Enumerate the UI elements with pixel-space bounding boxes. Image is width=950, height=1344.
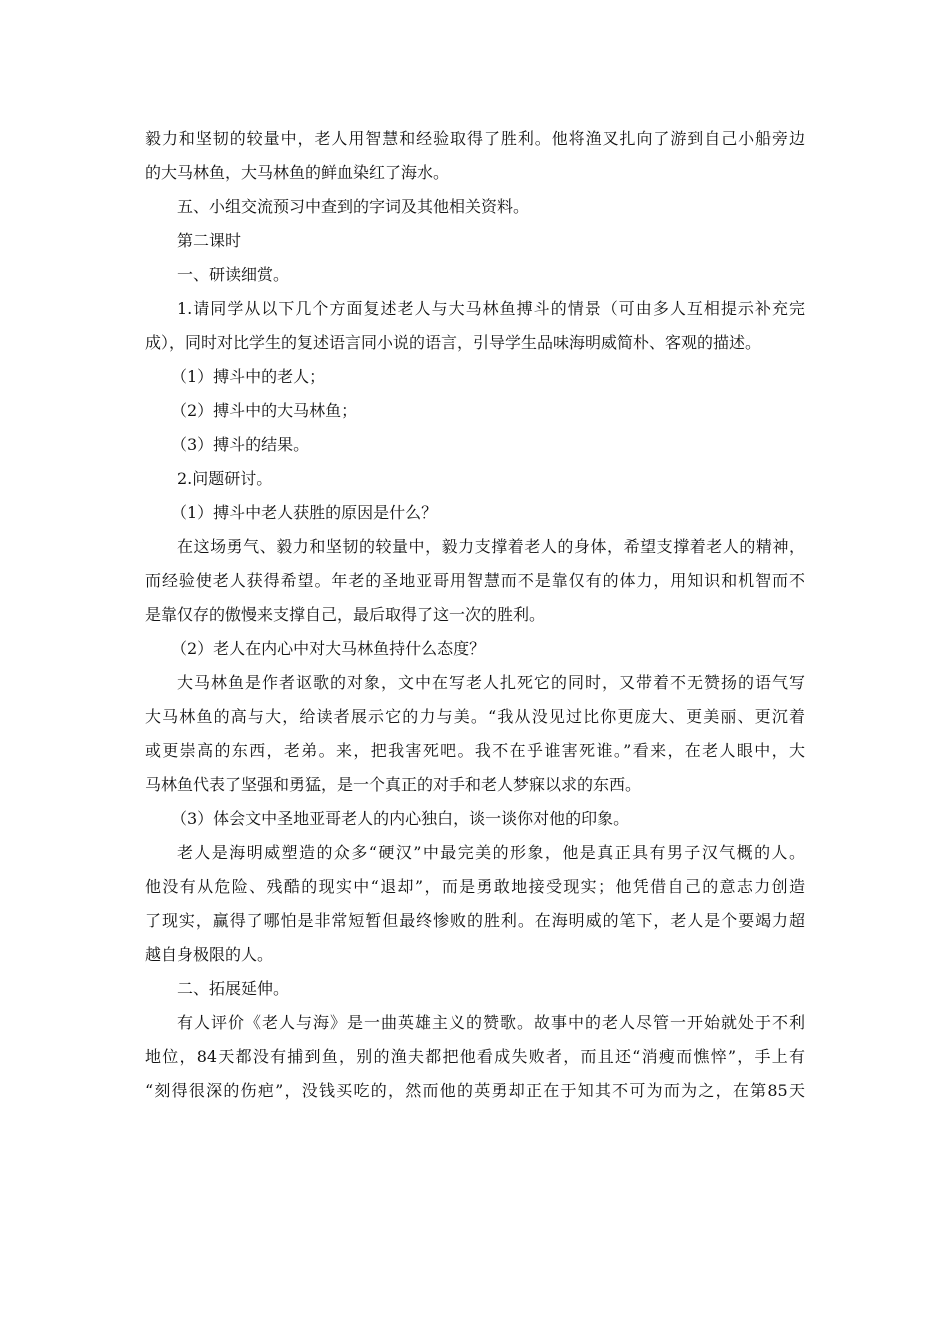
lesson-title: 第二课时 [177, 231, 242, 250]
paragraph-line: 在这场勇气、毅力和坚韧的较量中，毅力支撑着老人的身体，希望支撑着老人的精神， [177, 537, 805, 556]
paragraph-line: 的大马林鱼，大马林鱼的鲜血染红了海水。 [145, 163, 450, 182]
sub-question: （3）体会文中圣地亚哥老人的内心独白，谈一谈你对他的印象。 [171, 809, 630, 828]
paragraph-line: 是靠仅存的傲慢来支撑自己，最后取得了这一次的胜利。 [145, 605, 546, 624]
document-body [145, 122, 805, 1108]
question-1-line: 1.请同学从以下几个方面复述老人与大马林鱼搏斗的情景（可由多人互相提示补充完 [177, 299, 805, 318]
paragraph-line: 大马林鱼的高与大，给读者展示它的力与美。“我从没见过比你更庞大、更美丽、更沉着 [145, 707, 805, 726]
paragraph-line: 越自身极限的人。 [145, 945, 274, 964]
sub-question: （1）搏斗中老人获胜的原因是什么？ [171, 503, 438, 522]
question-1-line: 成），同时对比学生的复述语言同小说的语言，引导学生品味海明威简朴、客观的描述。 [145, 333, 762, 352]
paragraph-line: 了现实，赢得了哪怕是非常短暂但最终惨败的胜利。在海明威的笔下，老人是个要竭力超 [145, 911, 805, 930]
paragraph-line: 或更崇高的东西，老弟。来，把我害死吧。我不在乎谁害死谁。”看来，在老人眼中，大 [145, 741, 805, 760]
paragraph-line: 毅力和坚韧的较量中，老人用智慧和经验取得了胜利。他将渔叉扎向了游到自己小船旁边 [145, 129, 805, 148]
section-heading-5: 五、小组交流预习中查到的字词及其他相关资料。 [177, 197, 530, 216]
paragraph-line: 马林鱼代表了坚强和勇猛，是一个真正的对手和老人梦寐以求的东西。 [145, 775, 642, 794]
list-item: （2）搏斗中的大马林鱼； [171, 401, 358, 420]
paragraph-line: 大马林鱼是作者讴歌的对象，文中在写老人扎死它的同时，又带着不无赞扬的语气写 [177, 673, 805, 692]
list-item: （3）搏斗的结果。 [171, 435, 310, 454]
list-item: （1）搏斗中的老人； [171, 367, 326, 386]
section-heading-2: 二、拓展延伸。 [177, 979, 290, 998]
paragraph-line: “刻得很深的伤疤”，没钱买吃的，然而他的英勇却正在于知其不可为而为之，在第85天 [145, 1081, 805, 1100]
paragraph-line: 地位，84天都没有捕到鱼，别的渔夫都把他看成失败者，而且还“消瘦而憔悴”，手上有 [145, 1047, 805, 1066]
section-heading-1: 一、研读细赏。 [177, 265, 290, 284]
sub-question: （2）老人在内心中对大马林鱼持什么态度？ [171, 639, 486, 658]
paragraph-line: 而经验使老人获得希望。年老的圣地亚哥用智慧而不是靠仅有的体力，用知识和机智而不 [145, 571, 805, 590]
paragraph-line: 有人评价《老人与海》是一曲英雄主义的赞歌。故事中的老人尽管一开始就处于不利 [177, 1013, 805, 1032]
paragraph-line: 老人是海明威塑造的众多“硬汉”中最完美的形象，他是真正具有男子汉气概的人。 [177, 843, 805, 862]
paragraph-line: 他没有从危险、残酷的现实中“退却”，而是勇敢地接受现实；他凭借自己的意志力创造 [145, 877, 805, 896]
question-2-heading: 2.问题研讨。 [177, 469, 273, 488]
